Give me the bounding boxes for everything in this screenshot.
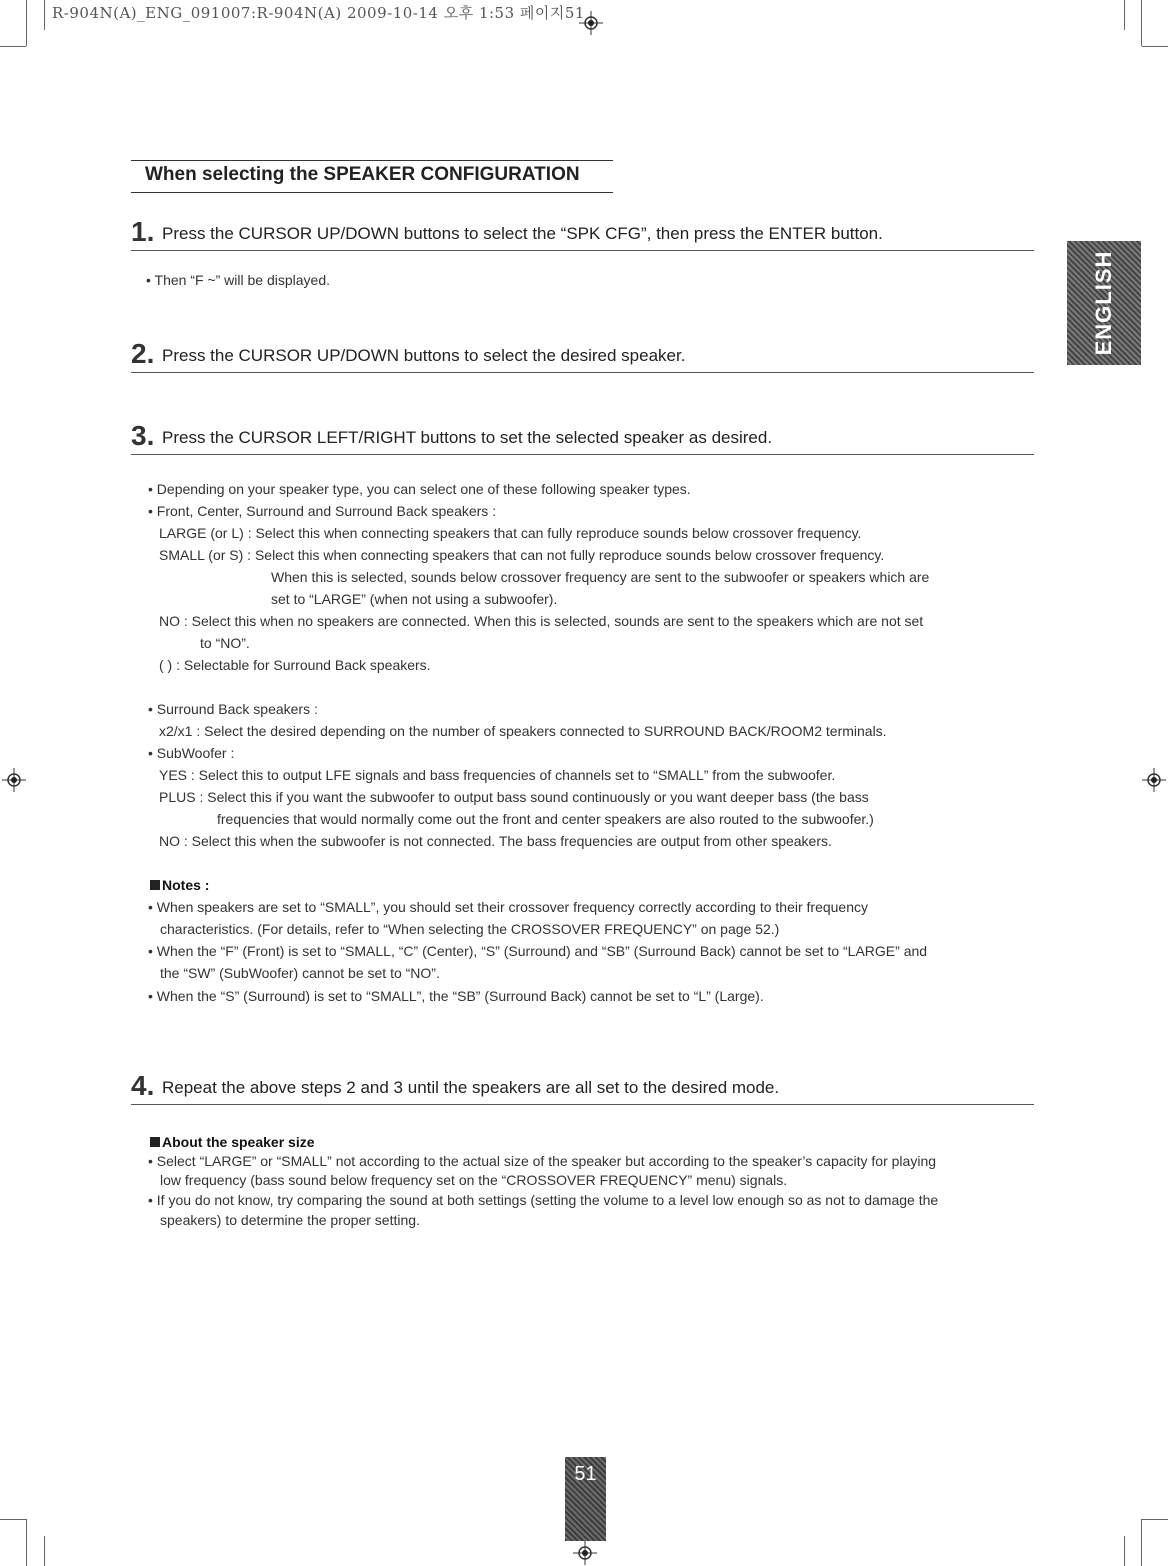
detail-line: to “NO”.: [200, 635, 250, 651]
step-4: [131, 1070, 1034, 1105]
detail-line: NO : Select this when no speakers are connected. When this is selected, sounds are sent to the speakers which are not set: [159, 613, 924, 629]
crop-mark: [1142, 46, 1168, 47]
detail-line: ( ) : Selectable for Surround Back speakers.: [159, 657, 431, 673]
registration-mark-icon: [573, 1541, 597, 1565]
note-line: • When the “S” (Surround) is set to “SMALL”, the “SB” (Surround Back) cannot be set to “L” (Large).: [148, 988, 764, 1004]
bullet-square-icon: [150, 880, 160, 890]
note-line: characteristics. (For details, refer to “When selecting the CROSSOVER FREQUENCY” on page 52.): [160, 921, 780, 937]
language-tab: [1067, 241, 1141, 365]
step1-note: • Then “F ~” will be displayed.: [146, 272, 331, 288]
crop-mark: [1142, 1519, 1168, 1520]
step-number: 4.: [131, 1070, 155, 1101]
language-tab-label: ENGLISH: [1091, 250, 1116, 356]
crop-mark: [26, 0, 27, 46]
step-number: 1.: [131, 216, 155, 247]
step-number: 3.: [131, 420, 155, 451]
detail-line: • Depending on your speaker type, you can select one of these following speaker types.: [148, 481, 691, 497]
crop-mark: [0, 1519, 26, 1520]
detail-line: PLUS : Select this if you want the subwoofer to output bass sound continuously or you want deeper bass (the bass: [159, 789, 869, 805]
detail-line: When this is selected, sounds below crossover frequency are sent to the subwoofer or speakers which are: [271, 569, 930, 585]
about-heading: [150, 1134, 315, 1150]
crop-mark: [0, 46, 26, 47]
detail-line: LARGE (or L) : Select this when connecting speakers that can fully reproduce sounds below crossover frequency.: [159, 525, 862, 541]
detail-line: YES : Select this to output LFE signals and bass frequencies of channels set to “SMALL” from the subwoofer.: [159, 767, 836, 783]
section-title: [131, 160, 613, 193]
step-number: 2.: [131, 338, 155, 369]
detail-line: • SubWoofer :: [148, 745, 235, 761]
print-header: R-904N(A)_ENG_091007:R-904N(A) 2009-10-14 오후 1:53 페이지51: [52, 4, 585, 22]
about-heading-text: About the speaker size: [162, 1134, 315, 1150]
detail-line: • Front, Center, Surround and Surround Back speakers :: [148, 503, 497, 519]
crop-mark: [1141, 0, 1142, 46]
registration-mark-icon: [2, 768, 26, 792]
step-text: Repeat the above steps 2 and 3 until the speakers are all set to the desired mode.: [162, 1078, 780, 1097]
crop-mark: [1124, 0, 1125, 30]
about-line: • Select “LARGE” or “SMALL” not according to the actual size of the speaker but according to the speaker’s capacity for playing: [148, 1153, 937, 1169]
note-line: • When the “F” (Front) is set to “SMALL, “C” (Center), “S” (Surround) and “SB” (Surround Back) cannot be set to “LARGE” and: [148, 943, 928, 959]
registration-mark-icon: [1142, 768, 1166, 792]
step-2: [131, 338, 1034, 373]
crop-mark: [1124, 1536, 1125, 1566]
step-1: [131, 216, 1034, 251]
detail-line: NO : Select this when the subwoofer is not connected. The bass frequencies are output from other speakers.: [159, 833, 832, 849]
note-line: the “SW” (SubWoofer) cannot be set to “NO”.: [160, 965, 440, 981]
about-line: • If you do not know, try comparing the sound at both settings (setting the volume to a level low enough so as not to damage the: [148, 1192, 939, 1208]
bullet-square-icon: [150, 1137, 160, 1147]
step-3: [131, 420, 1034, 455]
note-line: • When speakers are set to “SMALL”, you should set their crossover frequency correctly according to their frequency: [148, 899, 869, 915]
detail-line: frequencies that would normally come out the front and center speakers are also routed to the subwoofer.): [217, 811, 874, 827]
detail-line: SMALL (or S) : Select this when connecting speakers that can not fully reproduce sounds below crossover frequency.: [159, 547, 885, 563]
about-line: low frequency (bass sound below frequency set on the “CROSSOVER FREQUENCY” menu) signals.: [160, 1172, 788, 1188]
page-number-box: [565, 1457, 606, 1541]
page-number: 51: [574, 1463, 597, 1485]
crop-mark: [1141, 1519, 1142, 1566]
notes-heading-text: Notes :: [162, 877, 210, 893]
section-title-text: When selecting the SPEAKER CONFIGURATION: [145, 164, 580, 185]
crop-mark: [44, 0, 45, 30]
crop-mark: [44, 1536, 45, 1566]
step-text: Press the CURSOR UP/DOWN buttons to select the “SPK CFG”, then press the ENTER button.: [162, 224, 883, 243]
detail-line: set to “LARGE” (when not using a subwoofer).: [271, 591, 558, 607]
notes-heading: [150, 877, 209, 893]
detail-line: x2/x1 : Select the desired depending on the number of speakers connected to SURROUND BACK/ROOM2 terminals.: [159, 723, 887, 739]
about-line: speakers) to determine the proper setting.: [160, 1212, 420, 1228]
detail-line: • Surround Back speakers :: [148, 701, 318, 717]
step-text: Press the CURSOR LEFT/RIGHT buttons to set the selected speaker as desired.: [162, 428, 773, 447]
step-text: Press the CURSOR UP/DOWN buttons to select the desired speaker.: [162, 346, 686, 365]
crop-mark: [26, 1519, 27, 1566]
